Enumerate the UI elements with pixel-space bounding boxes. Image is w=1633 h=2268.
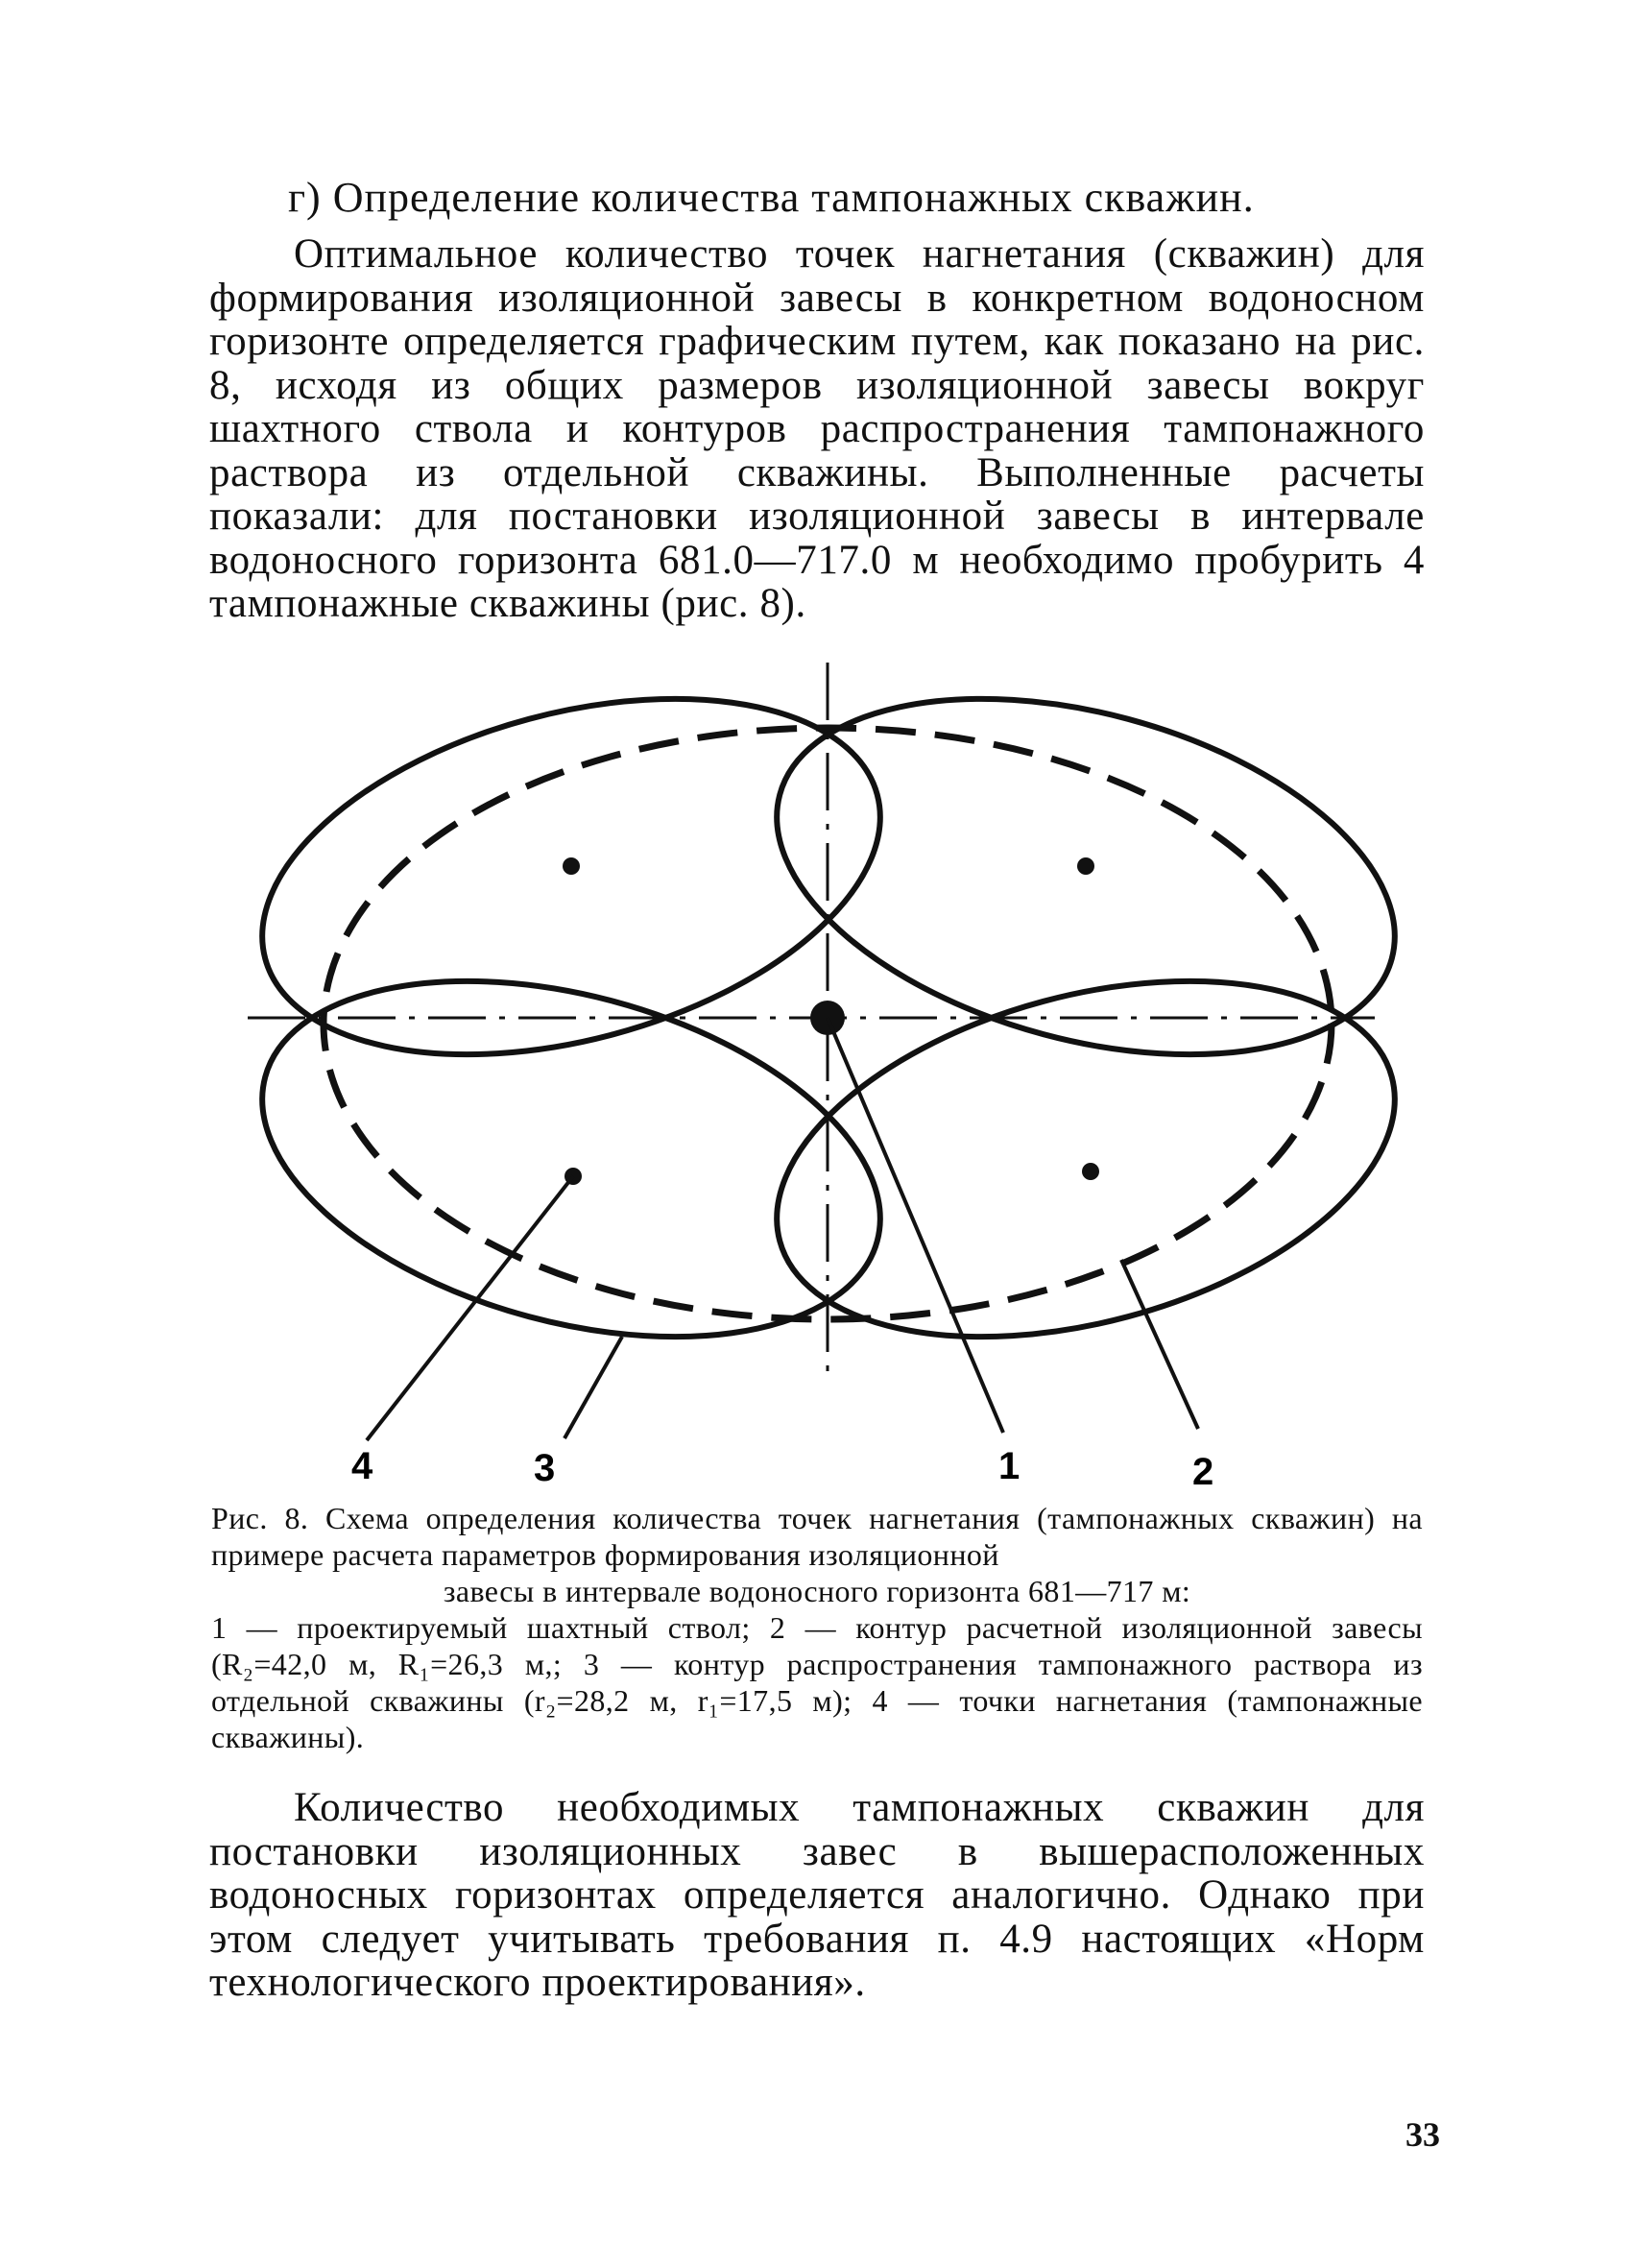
body-paragraph-1: Оптимальное количество точек нагнетания (скважин) для формирования изоляционной завесы в конкретном водоносном горизонте определяется графическим путем, как показано на рис. 8, исходя из общих размеров изоляционной завесы вокруг шахтного ствола и контуров распространения тампонажного раствора из отдельной скважины. Выполненные расчеты показали: для постановки изоляционной завесы в интервале водоносного горизонта 681.0—717.0 м необходимо пробурить 4 тампонажные скважины (рис. 8). [209,231,1425,626]
injection-point-top-right [1077,857,1094,875]
callout-label-3: 3 [534,1447,556,1489]
figure-8 [0,653,1633,1498]
leader-line-1 [828,1018,1003,1433]
caption-legend: 1 — проектируемый шахтный ствол; 2 — контур расчетной изоляционной завесы (R₂=42,0 м, R₁=26,3 м,; 3 — контур распространения тампонажного раствора из отдельной скважины (r₂=28,2 м, r₁=17,5 м); 4 — точки нагнетания (тампонажные скважины). [211,1610,1423,1754]
caption-title-line-1: Рис. 8. Схема определения количества точек нагнетания (тампонажных скважин) на примере расчета параметров формирования изоляционной [211,1501,1423,1572]
callout-label-2: 2 [1192,1451,1214,1493]
leader-line-2 [1121,1260,1198,1429]
callout-label-1: 1 [998,1445,1021,1487]
injection-point-bottom-right [1082,1163,1099,1180]
body-paragraph-2: Количество необходимых тампонажных скважин для постановки изоляционных завес в вышерасположенных водоносных горизонтах определяется аналогично. Однако при этом следует учитывать требования п. 4.9 настоящих «Норм технологического проектирования». [209,1785,1425,2005]
figure-caption [211,1500,1423,1755]
injection-point-top-left [563,857,580,875]
caption-title-line-2: завесы в интервале водоносного горизонта 681—717 м: [443,1574,1191,1608]
leader-line-4 [367,1176,573,1440]
page-number: 33 [1405,2115,1440,2154]
figure-diagram [0,653,1633,1498]
section-heading: г) Определение количества тампонажных скважин. [288,174,1255,221]
leader-line-3 [564,1337,622,1438]
callout-label-4: 4 [351,1445,373,1487]
